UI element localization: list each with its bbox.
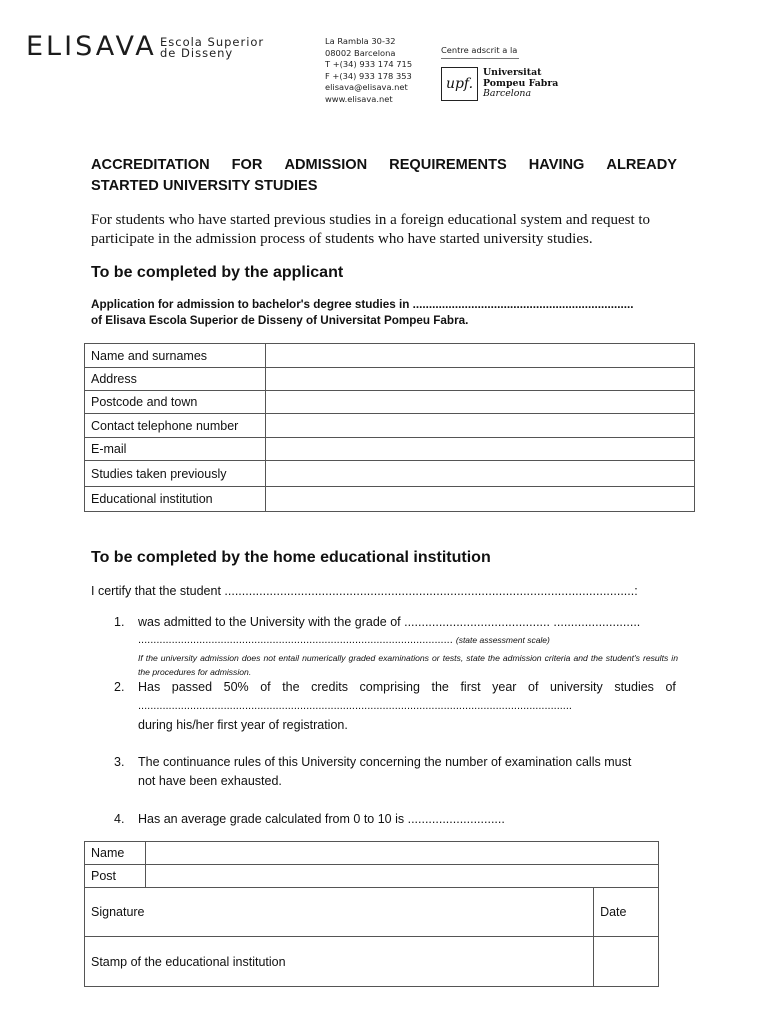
upf-line-3: Barcelona xyxy=(483,88,532,99)
website-line: www.elisava.net xyxy=(325,93,393,104)
sign-name-label: Name xyxy=(85,842,146,865)
item-4-text: Has an average grade calculated from 0 to 10 is ............................ xyxy=(138,812,505,826)
signature-table xyxy=(84,841,659,987)
item-2-text xyxy=(138,680,676,694)
field-label: Name and surnames xyxy=(85,344,266,368)
word: of xyxy=(665,680,676,694)
field-label: Address xyxy=(85,368,266,391)
word: passed xyxy=(171,680,213,694)
school-line-1: Escola Superior xyxy=(160,35,265,49)
date-field[interactable] xyxy=(594,888,659,937)
sign-post-label: Post xyxy=(85,865,146,888)
word: the xyxy=(282,680,300,694)
email-line: elisava@elisava.net xyxy=(325,82,408,93)
applicant-table xyxy=(84,343,695,512)
name-field[interactable] xyxy=(266,344,695,368)
item-2-end: during his/her first year of registration. xyxy=(138,718,348,732)
item-number: 2. xyxy=(114,680,125,694)
item-number: 1. xyxy=(114,615,125,629)
item-number: 4. xyxy=(114,812,125,826)
upf-logo: upf. xyxy=(441,67,478,101)
email-field[interactable] xyxy=(266,438,695,461)
word: of xyxy=(528,680,539,694)
stamp-field[interactable] xyxy=(594,937,659,987)
header-divider xyxy=(441,58,519,59)
word: credits xyxy=(311,680,348,694)
upf-line-2: Pompeu Fabra xyxy=(483,77,559,89)
word: year xyxy=(492,680,517,694)
address-line: La Rambla 30-32 xyxy=(325,36,396,46)
address-field[interactable] xyxy=(266,368,695,391)
studies-field[interactable] xyxy=(266,461,695,487)
section-institution-heading: To be completed by the home educational institution xyxy=(91,549,491,566)
signature-field[interactable] xyxy=(85,888,594,937)
word: first xyxy=(460,680,481,694)
application-line-1: Application for admission to bachelor's degree studies in .................................................................... xyxy=(91,298,634,311)
address-block xyxy=(325,36,412,106)
word: Has xyxy=(138,680,161,694)
address-line: 08002 Barcelona xyxy=(325,47,396,58)
field-label: Postcode and town xyxy=(85,391,266,414)
stamp-label: Stamp of the educational institution xyxy=(85,937,594,987)
item-1-scale: (state assessment scale) xyxy=(455,635,550,645)
field-label: Educational institution xyxy=(85,487,266,512)
application-line-2: of Elisava Escola Superior de Disseny of Universitat Pompeu Fabra. xyxy=(91,314,469,327)
school-line-2: de Disseny xyxy=(160,46,234,60)
title-word: FOR xyxy=(231,157,263,173)
word: studies xyxy=(614,680,654,694)
title-word: HAVING xyxy=(528,157,585,173)
elisava-logo: ELISAVA xyxy=(26,31,157,62)
phone-line: T +(34) 933 174 715 xyxy=(325,59,413,70)
item-1-dots: ....................................................................................................... xyxy=(138,634,453,646)
word: 50% xyxy=(223,680,249,694)
certify-line: I certify that the student ......................................................................................................................: xyxy=(91,584,638,598)
telephone-field[interactable] xyxy=(266,414,695,438)
postcode-field[interactable] xyxy=(266,391,695,414)
school-name xyxy=(160,37,264,59)
item-2-dots: .............................................................................................................................................. xyxy=(138,700,572,712)
title-line-2: STARTED UNIVERSITY STUDIES xyxy=(91,178,318,194)
application-statement xyxy=(91,297,695,329)
title-word: ACCREDITATION xyxy=(91,157,210,173)
sign-post-field[interactable] xyxy=(146,865,659,888)
section-applicant-heading: To be completed by the applicant xyxy=(91,264,344,281)
title-word: REQUIREMENTS xyxy=(389,157,507,173)
item-3-line-2: not have been exhausted. xyxy=(138,774,282,788)
institution-field[interactable] xyxy=(266,487,695,512)
title-word: ALREADY xyxy=(606,157,677,173)
sign-name-field[interactable] xyxy=(146,842,659,865)
field-label: Contact telephone number xyxy=(85,414,266,438)
word: of xyxy=(260,680,271,694)
item-1-grade-line xyxy=(138,634,550,646)
item-number: 3. xyxy=(114,755,125,769)
word: the xyxy=(431,680,449,694)
word: comprising xyxy=(359,680,420,694)
adscrit-label: Centre adscrit a la xyxy=(441,45,518,55)
upf-line-1: Universitat xyxy=(483,67,542,78)
item-3-line-1: The continuance rules of this University concerning the number of examination calls must xyxy=(138,755,632,769)
signature-label: Signature xyxy=(91,905,145,919)
item-1-note: If the university admission does not entail numerically graded examinations or tests, state the admission criteria and the student's results in the procedures for admission. xyxy=(138,653,678,677)
intro-paragraph: For students who have started previous studies in a foreign educational system and request to participate in the admission process of students who have started university studies. xyxy=(91,212,651,247)
field-label: Studies taken previously xyxy=(85,461,266,487)
date-label: Date xyxy=(600,905,627,919)
field-label: E-mail xyxy=(85,438,266,461)
title-word: ADMISSION xyxy=(284,157,368,173)
item-1-text: was admitted to the University with the grade of .......................................... ......................... xyxy=(138,615,641,629)
fax-line: F +(34) 933 178 353 xyxy=(325,70,412,81)
document-title xyxy=(91,155,677,197)
word: university xyxy=(549,680,603,694)
upf-name xyxy=(483,68,558,100)
